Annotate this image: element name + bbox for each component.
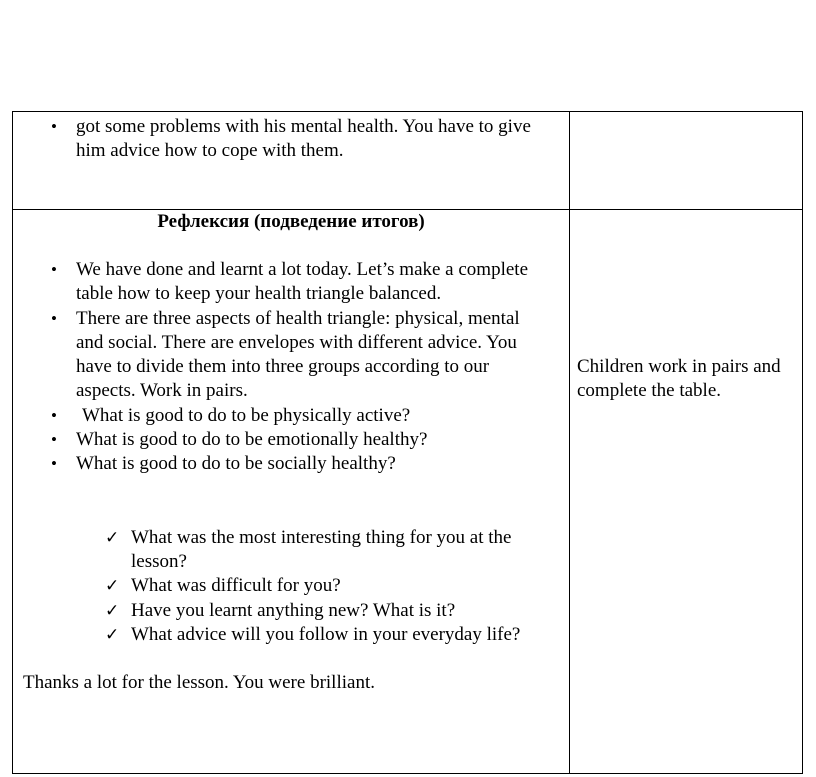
list-item: • What is good to do to be physically active? (13, 404, 551, 428)
section-heading: Рефлексия (подведение итогов) (157, 211, 425, 232)
closing-text: Thanks a lot for the lesson. You were brilliant. (23, 672, 375, 694)
table-row (13, 112, 803, 210)
bullet-list (13, 258, 569, 477)
check-item: ✓ What was the most interesting thing for you at the lesson? (13, 526, 551, 575)
notes-text: Children work in pairs and complete the table. (577, 356, 781, 401)
checklist (13, 526, 569, 647)
activity-cell (13, 210, 570, 774)
list-item: • What is good to do to be socially healthy? (13, 452, 551, 476)
list-item: • We have done and learnt a lot today. Let’s make a complete table how to keep your health triangle balanced. (13, 258, 551, 307)
list-item: • What is good to do to be emotionally healthy? (13, 428, 551, 452)
list-item: • There are three aspects of health triangle: physical, mental and social. There are envelopes with different advice. You have to divide them into three groups according to our aspects. Work in pairs. (13, 307, 551, 404)
list-item: • got some problems with his mental health. You have to give him advice how to cope with them. (13, 115, 555, 164)
activity-cell (13, 112, 570, 210)
notes-cell (570, 112, 803, 210)
check-item: ✓ What advice will you follow in your everyday life? (13, 623, 551, 647)
notes-cell (570, 210, 803, 774)
bullet-list (13, 112, 569, 164)
lesson-plan-table (12, 111, 803, 774)
check-item: ✓ What was difficult for you? (13, 574, 551, 598)
check-item: ✓ Have you learnt anything new? What is it? (13, 599, 551, 623)
table-row (13, 210, 803, 774)
